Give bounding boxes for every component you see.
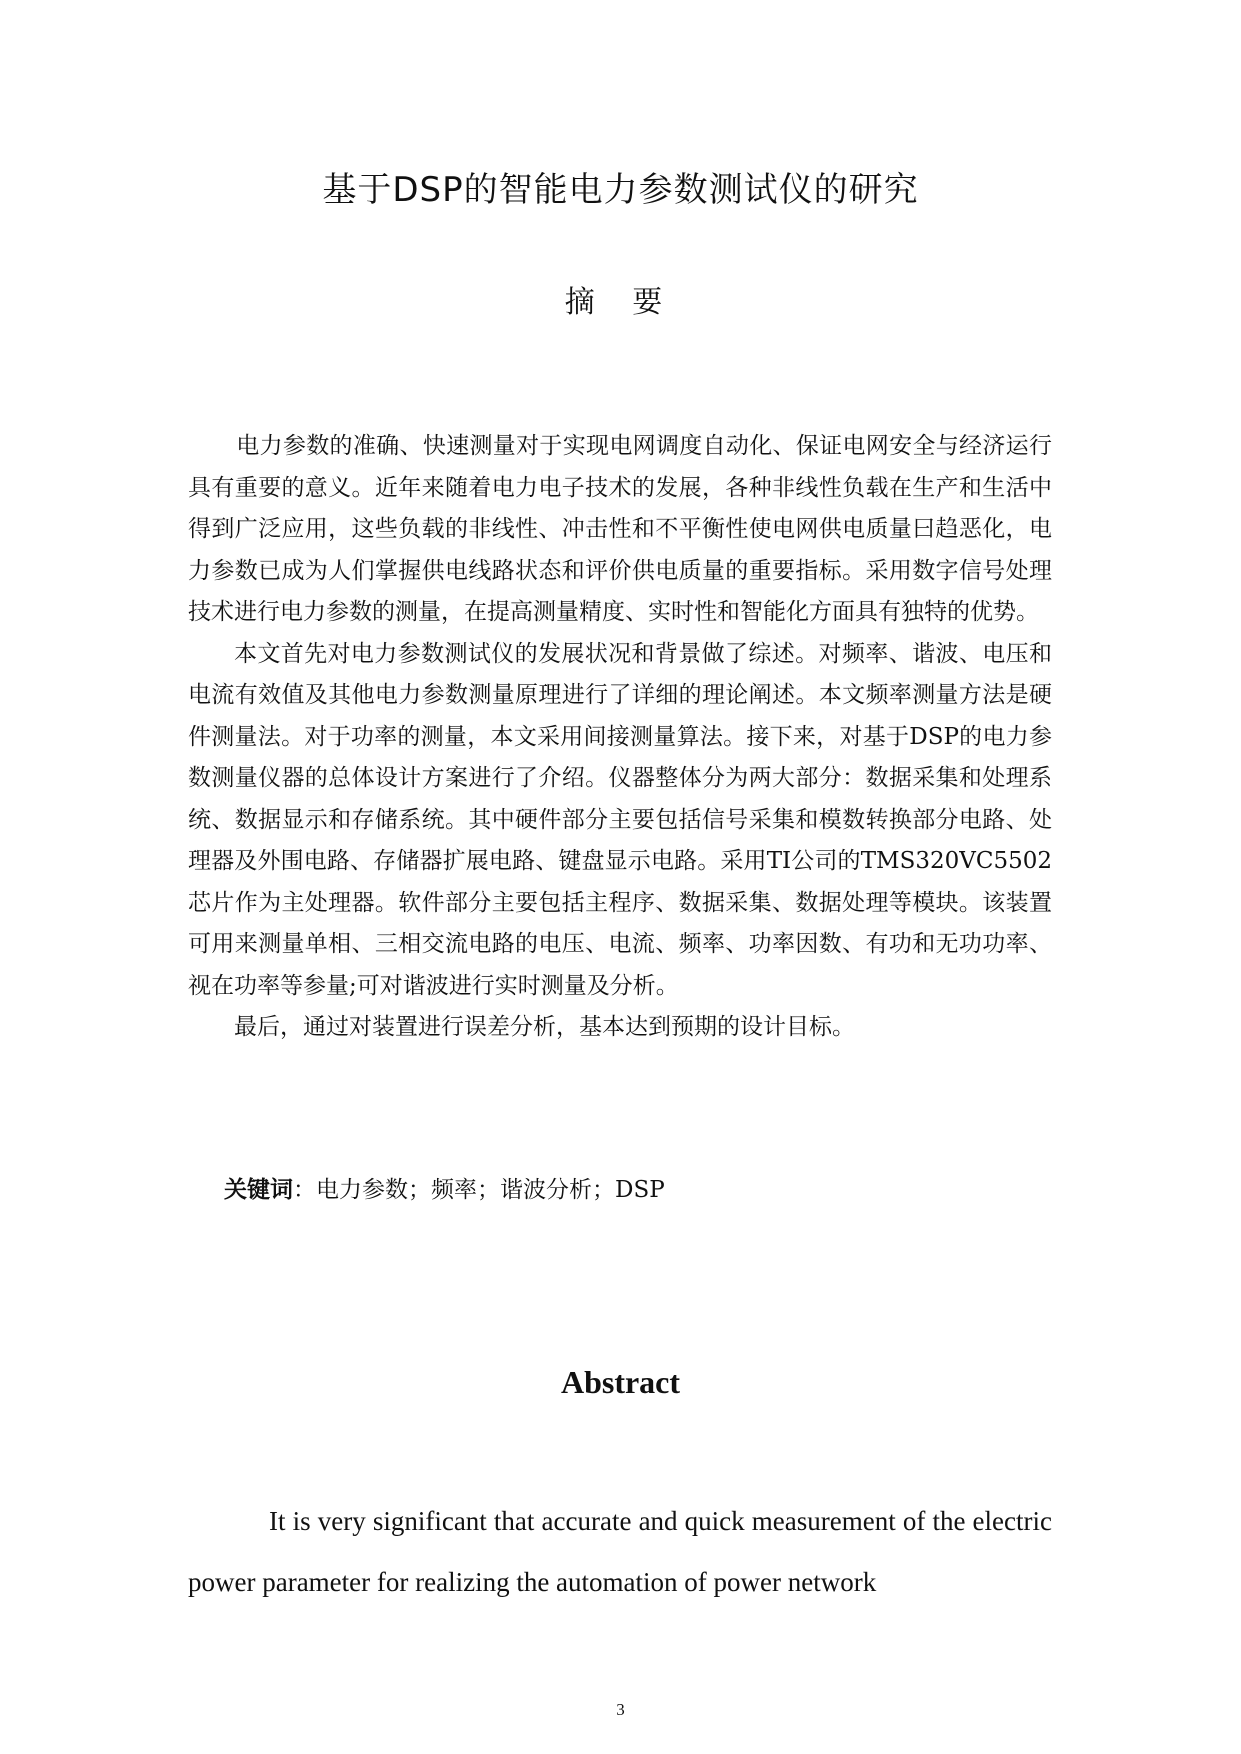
abstract-chinese-heading: 摘 要: [564, 285, 677, 320]
keywords-line: [224, 1174, 665, 1206]
abstract-english-body: [188, 1491, 1052, 1613]
page-number: 3: [616, 1700, 625, 1719]
abstract-english-paragraph: It is very significant that accurate and quick measurement of the electric power parameter for realizing the automation of power network: [188, 1506, 1052, 1597]
abstract-chinese-paragraph: 本文首先对电力参数测试仪的发展状况和背景做了综述。对频率、谐波、电压和电流有效值及其他电力参数测量原理进行了详细的理论阐述。本文频率测量方法是硬件测量法。对于功率的测量，本文采用间接测量算法。接下来，对基于DSP的电力参数测量仪器的总体设计方案进行了介绍。仪器整体分为两大部分：数据采集和处理系统、数据显示和存储系统。其中硬件部分主要包括信号采集和模数转换部分电路、处理器及外围电路、存储器扩展电路、键盘显示电路。采用TI公司的TMS320VC5502芯片作为主处理器。软件部分主要包括主程序、数据采集、数据处理等模块。该装置可用来测量单相、三相交流电路的电压、电流、频率、功率因数、有功和无功功率、视在功率等参量;可对谐波进行实时测量及分析。: [188, 640, 1052, 999]
abstract-english-heading: Abstract: [560, 1364, 681, 1400]
abstract-chinese-paragraph: 电力参数的准确、快速测量对于实现电网调度自动化、保证电网安全与经济运行具有重要的意义。近年来随着电力电子技术的发展，各种非线性负载在生产和生活中得到广泛应用，这些负载的非线性、冲击性和不平衡性使电网供电质量曰趋恶化，电力参数已成为人们掌握供电线路状态和评价供电质量的重要指标。采用数字信号处理技术进行电力参数的测量，在提高测量精度、实时性和智能化方面具有独特的优势。: [188, 433, 1052, 625]
abstract-chinese-paragraph: 最后，通过对装置进行误差分析，基本达到预期的设计目标。: [234, 1014, 855, 1040]
keywords-label: 关键词: [224, 1177, 293, 1203]
keywords-value: ：电力参数；频率；谐波分析；DSP: [293, 1177, 665, 1203]
document-title: 基于DSP的智能电力参数测试仪的研究: [322, 170, 919, 210]
abstract-chinese-body: [188, 426, 1052, 1049]
